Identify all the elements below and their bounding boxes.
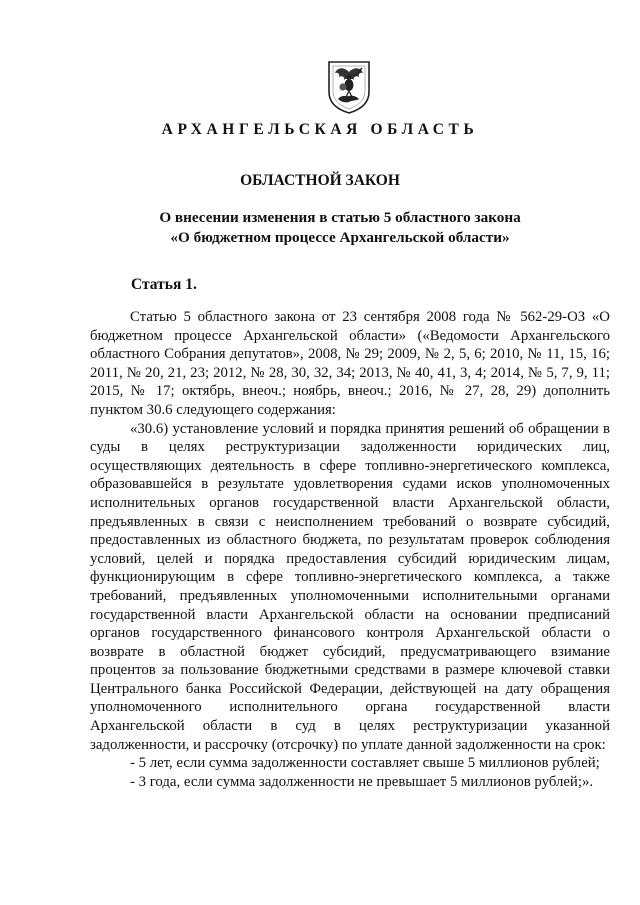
paragraph-point-30-6: «30.6) установление условий и порядка принятия решений об обращении в суды в целях реструктуризации задолженности юридических лиц, осуществляющих деятельность в сфере топливно-энергетического комплекса, образовавшейся в результате удовлетворения судами исков уполномоченных исполнительных органов государственной власти Архангельской области, предъявленных в связи с неисполнением требований о возврате субсидий, предоставленных из областного бюджета, по результатам проверок соблюдения условий, целей и порядка предоставления субсидий юридическим лицам, функционирующим в сфере топливно-энергетического комплекса, а также требований, предъявленных уполномоченными исполнительными органами государственной власти Архангельской области на основании предписаний органов государственного финансового контроля Архангельской области о возврате в областной бюджет субсидий, предусматривающего взимание процентов за пользование бюджетными средствами в размере ключевой ставки Центрального банка Российской Федерации, действующей на дату обращения уполномоченного исполнительного органа государственной власти Архангельской области в суд в целях реструктуризации указанной задолженности, и рассрочку (отсрочку) по уплате данной задолженности на срок: (90, 420, 610, 753)
law-title-line-2: «О бюджетном процессе Архангельской области» (170, 229, 510, 246)
article-heading: Статья 1. (131, 276, 197, 293)
arkhangelsk-coat-of-arms-icon (321, 58, 377, 114)
region-name: АРХАНГЕЛЬСКАЯ ОБЛАСТЬ (161, 121, 479, 138)
article-body (90, 308, 610, 791)
law-title (40, 208, 640, 248)
law-title-line-1: О внесении изменения в статью 5 областного закона (159, 209, 521, 226)
list-item-3-years: - 3 года, если сумма задолженности не превышает 5 миллионов рублей;». (130, 773, 594, 790)
law-kind: ОБЛАСТНОЙ ЗАКОН (240, 172, 400, 189)
paragraph-amendment-intro: Статью 5 областного закона от 23 сентября 2008 года № 562-29-ОЗ «О бюджетном процессе Архангельской области» («Ведомости Архангельского областного Собрания депутатов», 2008, № 29; 2009, № 2, 5, 6; 2010, № 11, 15, 16; 2011, № 20, 21, 23; 2012, № 28, 30, 32, 34; 2013, № 40, 41, 3, 4; 2014, № 5, 7, 9, 11; 2015, № 17; октябрь, внеоч.; ноябрь, внеоч.; 2016, № 27, 28, 29) дополнить пунктом 30.6 следующего содержания: (90, 309, 610, 418)
list-item-5-years: - 5 лет, если сумма задолженности составляет свыше 5 миллионов рублей; (130, 755, 600, 772)
